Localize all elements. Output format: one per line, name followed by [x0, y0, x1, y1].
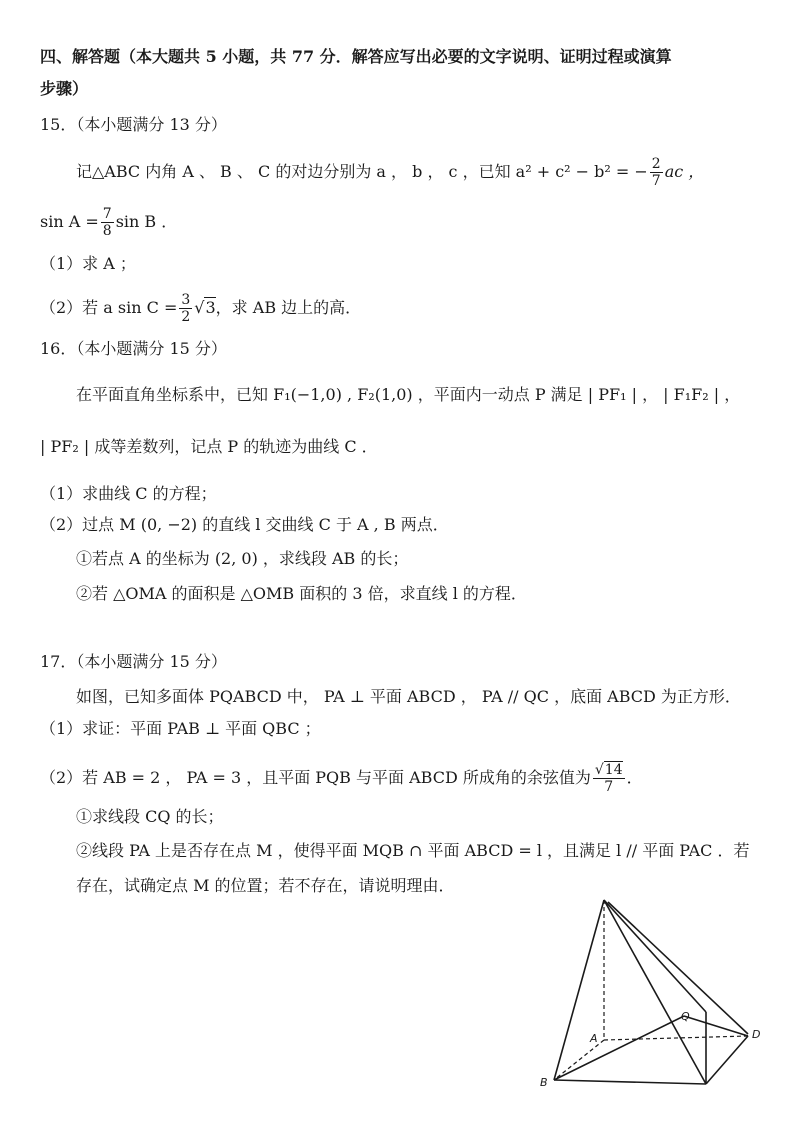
polyhedron-figure: [530, 880, 780, 1100]
edge-PQ: [604, 900, 706, 1012]
q15-intro: [76, 156, 704, 189]
section-heading-cont: 步骤）: [40, 79, 89, 98]
q17-part2-a: （2）若 AB = 2 ， PA = 3 ，且平面 PQB 与平面 ABCD 所成角的余弦值为: [40, 768, 591, 787]
q17-part2: [40, 762, 643, 795]
section-heading: 四、解答题（本大题共 5 小题，共 77 分．解答应写出必要的文字说明、证明过程或演算: [40, 47, 672, 66]
q16-part2-1: ①若点 A 的坐标为 (2, 0) ，求线段 AB 的长；: [76, 549, 409, 568]
q15-intro-tail: ac ，: [664, 162, 705, 181]
q16-part1: （1）求曲线 C 的方程；: [40, 484, 217, 503]
edge-BC: [554, 1080, 706, 1084]
edge-PC: [604, 900, 706, 1084]
q16-title: 16．（本小题满分 15 分）: [40, 339, 227, 358]
q15-intro-text: 记△ABC 内角 A 、 B 、 C 的对边分别为 a ， b ， c ，已知 a² + c² − b² = −: [76, 162, 648, 181]
q17-part2-b: ．: [626, 768, 643, 787]
q15-sin-b: sin B ．: [115, 212, 178, 231]
edge-BQ: [554, 1016, 684, 1080]
edge-PD: [608, 902, 748, 1034]
q17-part2-2-cont: 存在，试确定点 M 的位置；若不存在，请说明理由．: [76, 876, 455, 895]
label-D: D: [752, 1028, 761, 1041]
label-A: A: [590, 1032, 598, 1045]
q16-part2-2: ②若 △OMA 的面积是 △OMB 面积的 3 倍，求直线 l 的方程．: [76, 584, 527, 603]
edge-AB: [554, 1040, 604, 1080]
q15-part2-b: ，求 AB 边上的高．: [215, 298, 362, 317]
q15-sqrt-3: √3: [194, 298, 216, 317]
edge-AD: [604, 1036, 748, 1040]
q17-part2-2: ②线段 PA 上是否存在点 M ，使得平面 MQB ∩ 平面 ABCD = l ，且满足 l // 平面 PAC ．若: [76, 841, 750, 860]
q15-part1: （1）求 A ；: [40, 254, 136, 273]
q17-title: 17．（本小题满分 15 分）: [40, 652, 227, 671]
q15-part2-a: （2）若 a sin C =: [40, 298, 178, 317]
q15-sin-relation: [40, 206, 177, 239]
q15-sin-a: sin A =: [40, 212, 99, 231]
q15-part2: [40, 292, 361, 325]
q15-frac-7-8: $\frac{7}{8}$: [102, 206, 112, 239]
q16-line2: | PF₂ | 成等差数列，记点 P 的轨迹为曲线 C ．: [40, 437, 378, 456]
q15-frac-3-2: $\frac{3}{2}$: [181, 292, 191, 325]
q17-part1: （1）求证：平面 PAB ⊥ 平面 QBC ；: [40, 719, 321, 738]
q17-frac-sqrt14-7: $\frac{√14}{7}$: [594, 762, 623, 795]
q17-part2-1: ①求线段 CQ 的长；: [76, 807, 224, 826]
edge-CD: [706, 1036, 748, 1084]
edge-PB: [554, 900, 604, 1080]
label-B: B: [540, 1076, 548, 1089]
q17-line1: 如图，已知多面体 PQABCD 中， PA ⊥ 平面 ABCD ， PA // QC ，底面 ABCD 为正方形．: [76, 687, 741, 706]
q16-part2: （2）过点 M (0, −2) 的直线 l 交曲线 C 于 A , B 两点．: [40, 515, 449, 534]
q15-frac-2-7: $\frac{2}{7}$: [651, 156, 661, 189]
q15-title: 15．（本小题满分 13 分）: [40, 115, 227, 134]
q16-line1: 在平面直角坐标系中，已知 F₁(−1,0) , F₂(1,0) ，平面内一动点 P 满足 | PF₁ | ， | F₁F₂ | ，: [76, 385, 741, 404]
label-Q: Q: [681, 1010, 690, 1023]
